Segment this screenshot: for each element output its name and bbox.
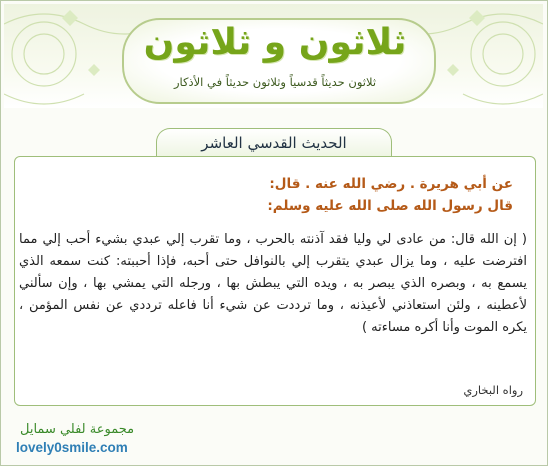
card-tab-title: الحديث القدسي العاشر <box>156 128 392 157</box>
footer-url-link[interactable]: lovely0smile.com <box>16 440 128 455</box>
footer-group-name: مجموعة لفلي سمايل <box>20 422 135 437</box>
narrator-line-2: قال رسول الله صلى الله عليه وسلم: <box>267 198 513 214</box>
hadith-text: ( إن الله قال: من عادى لي وليا فقد آذنته بالحرب ، وما تقرب إلي عبدي بشيء أحب إلي مما افترضت عليه ، وما يزال عبدي يتقرب إلي بالنوافل حتى أحبه، فإذا أحببته: كنت سمعه الذي يسمع به ، وبصره الذي يبصر به ، ويده التي يبطش بها ، ورجله التي يمشي بها ، وإن سألني لأعطينه ، ولئن استعاذني لأعيذنه ، وما ترددت عن شيء أنا فاعله ترددي عن نفس المؤمن ، يكره الموت وأنا أكره مساءته ) <box>19 232 527 335</box>
narrator-line-1: عن أبي هريرة . رضي الله عنه . قال: <box>269 176 513 192</box>
page-subtitle: ثلاثون حديثاً قدسياً وثلاثون حديثاً في الأذكار <box>173 75 377 89</box>
hadith-card <box>14 156 536 406</box>
hadith-source: رواه البخاري <box>463 383 523 397</box>
page-title: ثلاثون و ثلاثون <box>143 22 407 63</box>
narrator-block <box>53 173 513 217</box>
